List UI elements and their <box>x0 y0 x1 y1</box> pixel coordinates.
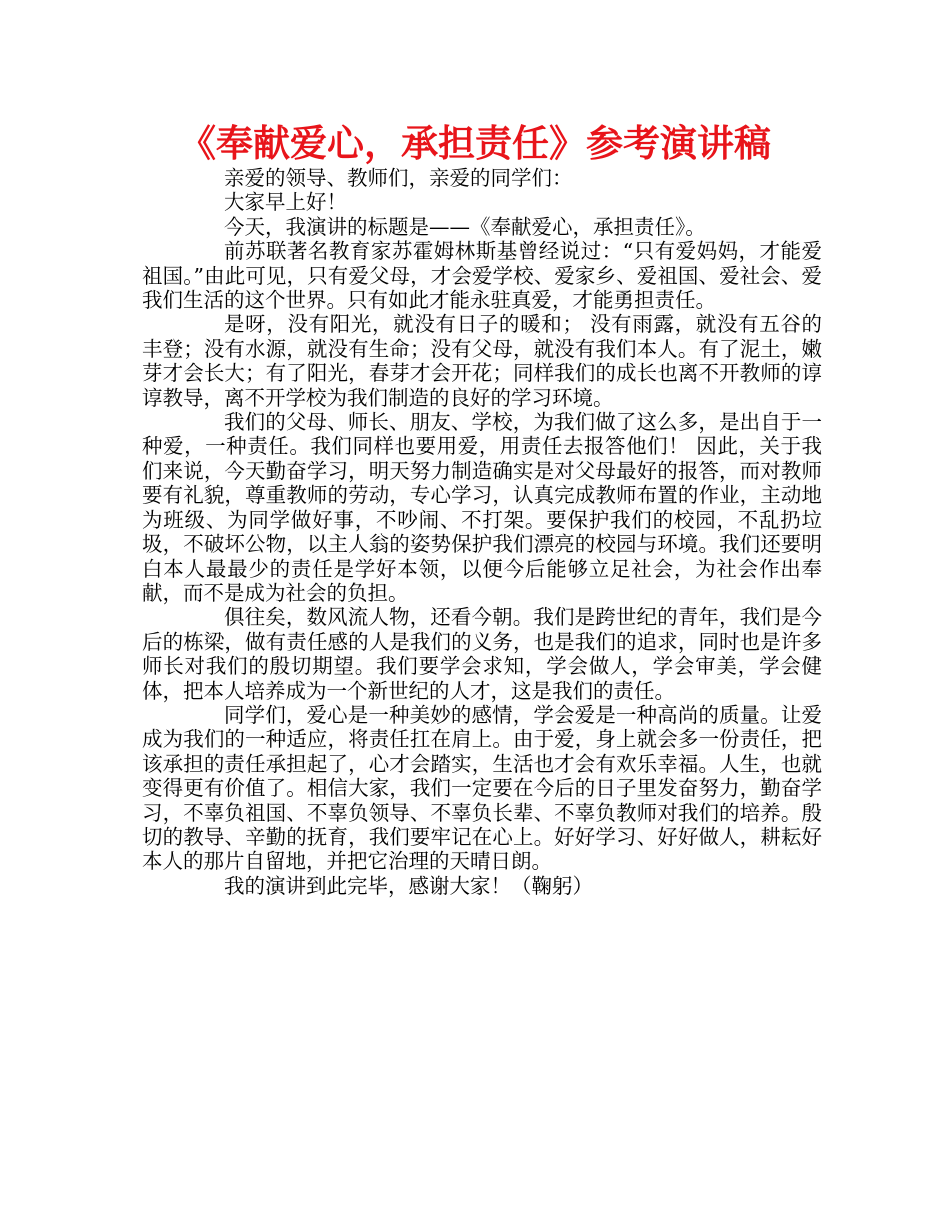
paragraph-future: 俱往矣，数风流人物，还看今朝。我们是跨世纪的青年，我们是今后的栋梁，做有责任感的人是我们的义务，也是我们的追求，同时也是许多师长对我们的殷切期望。我们要学会求知，学会做人，学会审美，学会健体，把本人培养成为一个新世纪的人才，这是我们的责任。 <box>142 605 822 703</box>
document-title: 《奉献爱心，承担责任》参考演讲稿 <box>179 122 771 165</box>
paragraph-greeting: 亲爱的领导、教师们，亲爱的同学们： <box>224 166 573 190</box>
paragraph-sunshine: 是呀，没有阳光，就没有日子的暖和； 没有雨露，就没有五谷的丰登；没有水源，就没有生命；没有父母，就没有我们本人。有了泥土，嫩芽才会长大；有了阳光，春芽才会开花；同样我们的成长也离不开教师的谆谆教导，离不开学校为我们制造的良好的学习环境。 <box>142 312 822 410</box>
paragraph-good-morning: 大家早上好！ <box>224 190 347 215</box>
paragraph-topic: 今天，我演讲的标题是——《奉献爱心，承担责任》。 <box>224 214 706 239</box>
paragraph-classmates: 同学们，爱心是一种美妙的感情，学会爱是一种高尚的质量。让爱成为我们的一种适应，将责任扛在肩上。由于爱，身上就会多一份责任，把该承担的责任承担起了，心才会踏实，生活也才会有欢乐幸福。人生，也就变得更有价值了。相信大家，我们一定要在今后的日子里发奋努力，勤奋学习，不辜负祖国、不辜负领导、不辜负长辈、不辜负教师对我们的培养。殷切的教导、辛勤的抚育，我们要牢记在心上。好好学习、好好做人，耕耘好本人的那片自留地，并把它治理的天晴日朗。 <box>142 702 822 874</box>
document-body <box>142 166 822 898</box>
paragraph-quote: 前苏联著名教育家苏霍姆林斯基曾经说过：“只有爱妈妈，才能爱祖国。”由此可见，只有爱父母，才会爱学校、爱家乡、爱祖国、爱社会、爱我们生活的这个世界。只有如此才能永驻真爱，才能勇担责任。 <box>142 239 822 313</box>
paragraph-parents: 我们的父母、师长、朋友、学校，为我们做了这么多，是出自于一种爱，一种责任。我们同样也要用爱，用责任去报答他们！ 因此，关于我们来说，今天勤奋学习，明天努力制造确实是对父母最好的报答，而对教师要有礼貌，尊重教师的劳动，专心学习，认真完成教师布置的作业，主动地为班级、为同学做好事，不吵闹、不打架。要保护我们的校园，不乱扔垃圾，不破坏公物，以主人翁的姿势保护我们漂亮的校园与环境。我们还要明白本人最最少的责任是学好本领，以便今后能够立足社会，为社会作出奉献，而不是成为社会的负担。 <box>142 410 822 605</box>
paragraph-closing: 我的演讲到此完毕，感谢大家！（鞠躬） <box>224 873 593 898</box>
